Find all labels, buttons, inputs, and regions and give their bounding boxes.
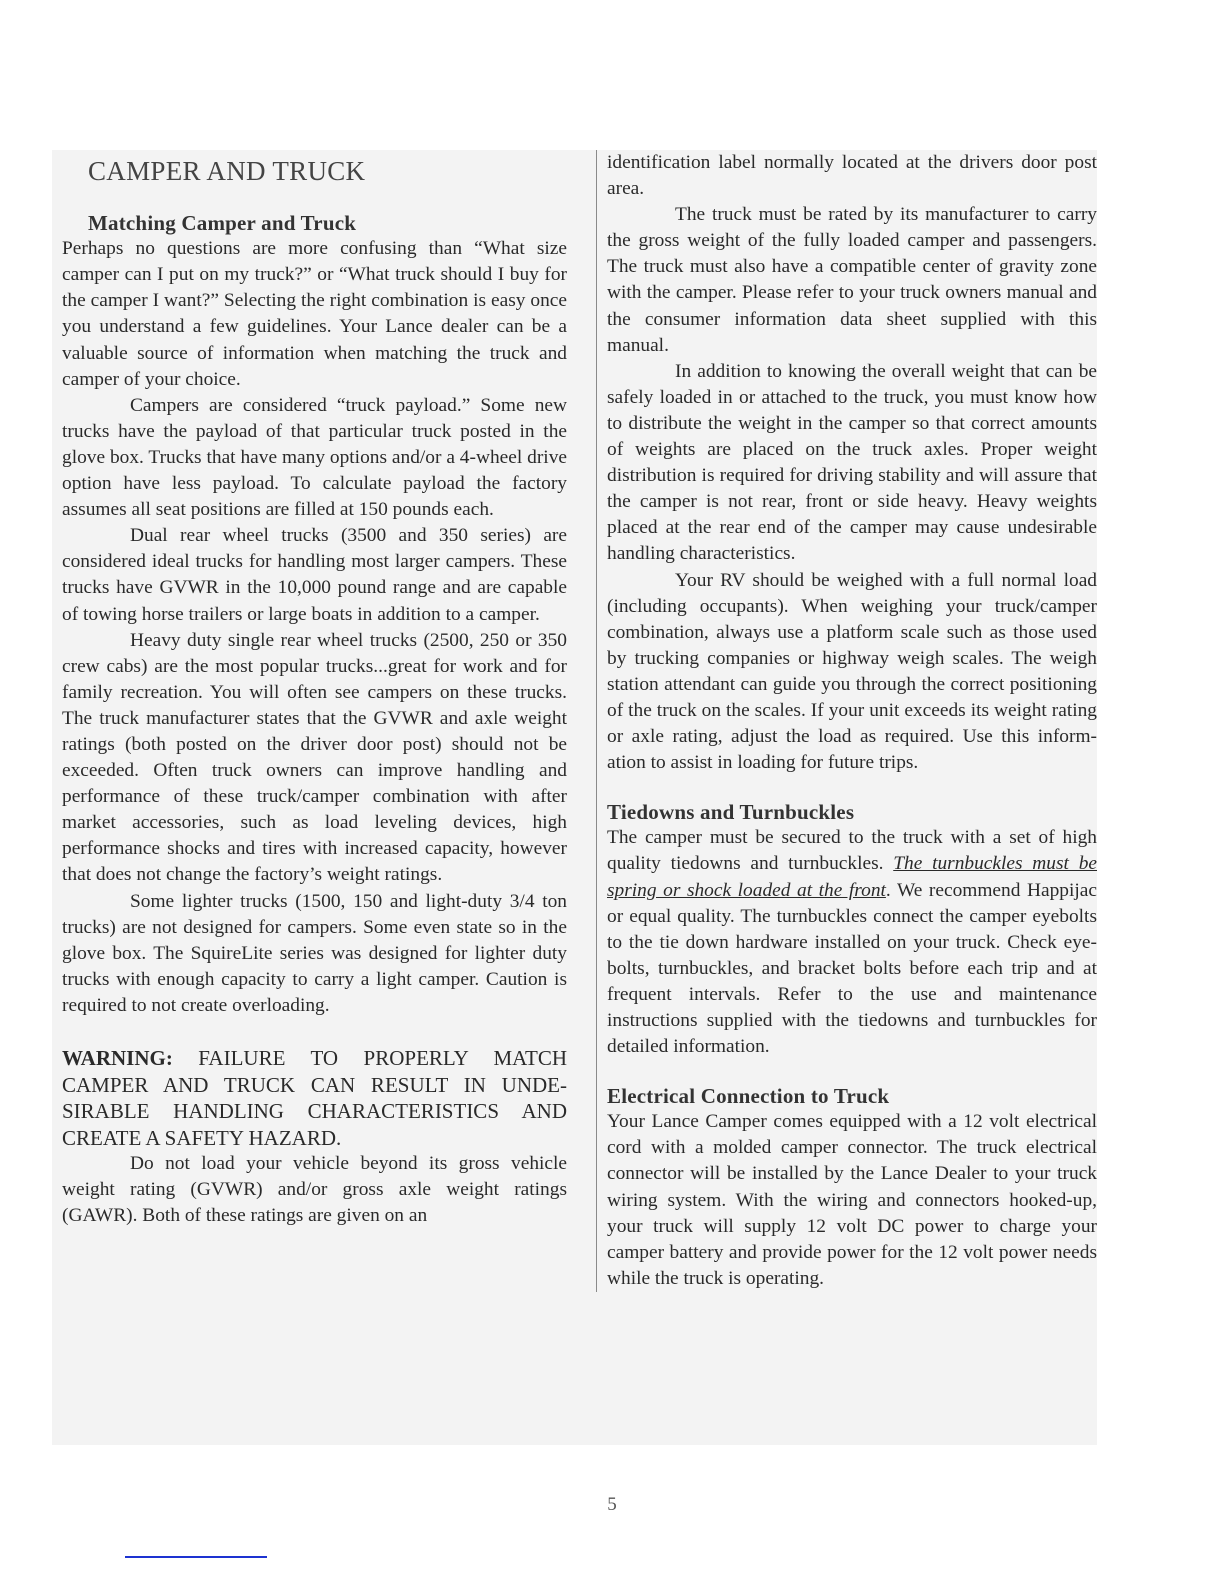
warning-label: WARNING:	[62, 1046, 173, 1070]
page-title: CAMPER AND TRUCK	[88, 156, 366, 186]
left-column	[62, 150, 567, 1229]
heavy-duty-paragraph: Heavy duty single rear wheel trucks (2500, 250 or 350 crew cabs) are the most popular trucks...great for work and for family recreation. You will often see campers on these trucks. The truck manufacturer states that the GVWR and axle weight ratings (both posted on the driver door post) should not be exceeded. Often truck owners can improve handling and performance of these truck/camper combination with after market accessories, such as load leveling devices, high performance shocks and tires with increased capacity, however that does not change the factory’s weight ratings.	[62, 629, 567, 886]
truck-rating-paragraph: The truck must be rated by its manufacturer to carry the gross weight of the fully loaded camper and passengers. The truck must also have a compatible center of gravity zone with the camper. Please refer to your truck owners manual and the consumer information data sheet supplied with this manual.	[607, 204, 1097, 356]
tiedowns-text-part2: . We recommend Happijac or equal quality. The turnbuckles connect the camper eyebolts to the tie down hardware installed on your truck. Check eye-bolts, turnbuckles, and bracket bolts before each trip and at frequent intervals. Refer to the use and maintenance instructions supplied with the tiedowns and turnbuckles for detailed information.	[607, 879, 1097, 1058]
weight-distribution-paragraph: In addition to knowing the overall weight that can be safely loaded in or attached to the truck, you must know how to distribute the weight in the camper so that correct amounts of weights are placed on the truck axles. Proper weight distribution is required for driving stability and will assure that the camper is not rear, front or side heavy. Heavy weights placed at the rear end of the camper may cause undesirable handling characteristics.	[607, 360, 1097, 565]
dual-rear-wheel-paragraph: Dual rear wheel trucks (3500 and 350 series) are considered ideal trucks for handling most larger campers. These trucks have GVWR in the 10,000 pound range and are capable of towing horse trailers or large boats in addition to a camper.	[62, 525, 567, 625]
lighter-trucks-paragraph: Some lighter trucks (1500, 150 and light-duty 3/4 ton trucks) are not designed for campers. Some even state so in the glove box. The SquireLite series was designed for lighter duty trucks with enough capacity to carry a light camper. Caution is required to not create overloading.	[62, 890, 567, 1016]
payload-paragraph: Campers are considered “truck payload.” Some new trucks have the payload of that particular truck posted in the glove box. Trucks that have many options and/or a 4-wheel drive option have less payload. To calculate payload the factory assumes all seat positions are filled at 150 pounds each.	[62, 394, 567, 521]
tiedowns-text-part1: The camper must be secured to the truck with a set of high quality tiedowns and turnbuckles.	[607, 827, 1097, 875]
tiedowns-emphasis: The turnbuckles must be spring or shock loaded at the front	[607, 853, 1098, 901]
right-column	[596, 150, 1097, 1292]
electrical-paragraph: Your Lance Camper comes equipped with a 12 volt electrical cord with a molded camper connector. The truck electrical connector will be installed by the Lance Dealer to your truck wiring system. With the wiring and connectors hooked-up, your truck will supply 12 volt DC power to charge your camper battery and provide power for the 12 volt power needs while the truck is operating.	[607, 1111, 1097, 1289]
footer-rule	[125, 1556, 267, 1558]
warning-text: FAILURE TO PROPERLY MATCH CAMPER AND TRUCK CAN RESULT IN UNDE-SIRABLE HANDLING CHARACTERISTICS AND CREATE A SAFETY HAZARD.	[62, 1046, 567, 1150]
tiedowns-heading: Tiedowns and Turnbuckles	[607, 800, 855, 825]
continuation-paragraph: identification label normally located at the drivers door post area.	[607, 152, 1097, 200]
electrical-connection-heading: Electrical Connection to Truck	[607, 1084, 890, 1109]
matching-camper-truck-heading: Matching Camper and Truck	[88, 211, 357, 236]
warning-notice	[62, 1045, 567, 1151]
gross-weight-paragraph: Do not load your vehicle beyond its gross vehicle weight rating (GVWR) and/or gross axle weight ratings (GAWR). Both of these ratings are given on an	[62, 1153, 567, 1227]
intro-paragraph: Perhaps no questions are more confusing than “What size camper can I put on my truck?” or “What truck should I buy for the camper I want?” Selecting the right combination is easy once you understand a few guidelines. Your Lance dealer can be a valuable source of information when matching the truck and camper of your choice.	[62, 238, 567, 390]
weighing-paragraph: Your RV should be weighed with a full normal load (including occupants). When weighing your truck/camper combination, always use a platform scale such as those used by trucking companies or highway weigh scales. The weigh station attendant can guide you through the correct positioning of the truck on the scales. If your unit exceeds its weight rating or axle rating, adjust the load as required. Use this inform-ation to assist in loading for future trips.	[607, 569, 1097, 774]
page-number: 5	[607, 1494, 617, 1515]
tiedowns-paragraph	[607, 825, 1097, 1060]
